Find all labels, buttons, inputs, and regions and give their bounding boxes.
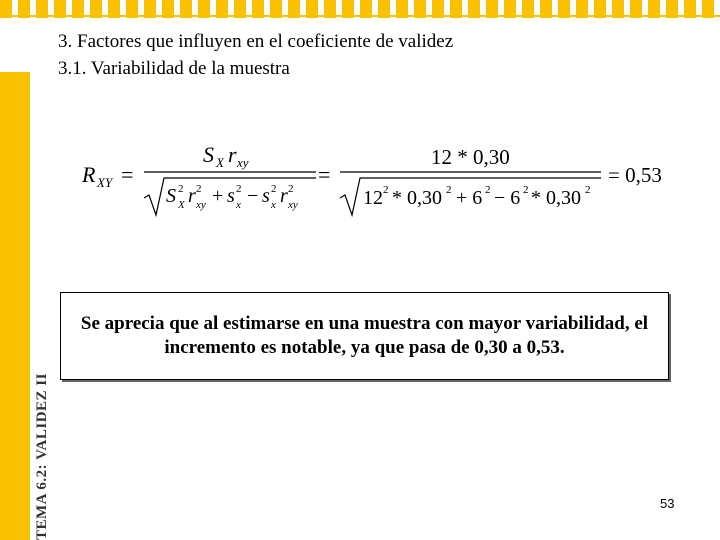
svg-text:2: 2 — [585, 184, 591, 196]
formula-numerator-s: S — [203, 142, 214, 167]
svg-text:X: X — [178, 199, 185, 211]
svg-text:12: 12 — [363, 187, 383, 209]
svg-text:r: r — [188, 185, 196, 207]
svg-text:2: 2 — [288, 183, 294, 195]
svg-text:2: 2 — [485, 184, 491, 196]
svg-text:+: + — [212, 185, 224, 207]
svg-text:S: S — [166, 185, 176, 207]
conclusion-text: Se aprecia que al estimarse en una muestra con mayor variabilidad, el incremento es notable, ya que pasa de 0,30 a 0,53. — [80, 313, 649, 358]
svg-text:2: 2 — [196, 183, 202, 195]
svg-text:2: 2 — [178, 183, 184, 195]
svg-text:− 6: − 6 — [494, 187, 521, 209]
slide-title-line-1: 3. Factores que influyen en el coeficiente de validez — [58, 31, 454, 52]
formula-lhs: R — [82, 162, 96, 187]
formula-numerator-s-sub: X — [216, 155, 224, 170]
formula-numerator-r-sub: xy — [237, 155, 249, 170]
svg-text:=: = — [121, 162, 134, 187]
svg-text:* 0,30: * 0,30 — [392, 187, 442, 209]
formula-result: = 0,53 — [608, 163, 662, 187]
validity-formula — [78, 140, 678, 220]
svg-text:xy: xy — [288, 199, 298, 211]
svg-text:xy: xy — [196, 199, 206, 211]
formula-numerator-r: r — [228, 142, 237, 167]
side-accent-band — [0, 72, 30, 540]
conclusion-box — [60, 292, 669, 380]
svg-text:2: 2 — [523, 184, 529, 196]
svg-text:2: 2 — [446, 184, 452, 196]
page-number: 53 — [660, 496, 675, 511]
svg-text:=: = — [318, 162, 331, 187]
svg-text:x: x — [236, 199, 241, 211]
svg-text:2: 2 — [383, 184, 389, 196]
formula-lhs-subscript: XY — [97, 175, 113, 190]
svg-text:* 0,30: * 0,30 — [531, 187, 581, 209]
formula-numeric-numerator: 12 * 0,30 — [431, 145, 510, 169]
svg-text:s: s — [262, 185, 270, 207]
top-accent-line — [0, 15, 720, 17]
slide-title-line-2: 3.1. Variabilidad de la muestra — [58, 58, 290, 79]
svg-text:x: x — [271, 199, 276, 211]
svg-text:2: 2 — [236, 183, 242, 195]
svg-text:s: s — [227, 185, 235, 207]
svg-text:−: − — [247, 185, 259, 207]
svg-text:r: r — [280, 185, 288, 207]
side-label: TEMA 6.2: VALIDEZ II — [34, 373, 50, 540]
svg-text:2: 2 — [271, 183, 277, 195]
svg-text:+ 6: + 6 — [456, 187, 483, 209]
